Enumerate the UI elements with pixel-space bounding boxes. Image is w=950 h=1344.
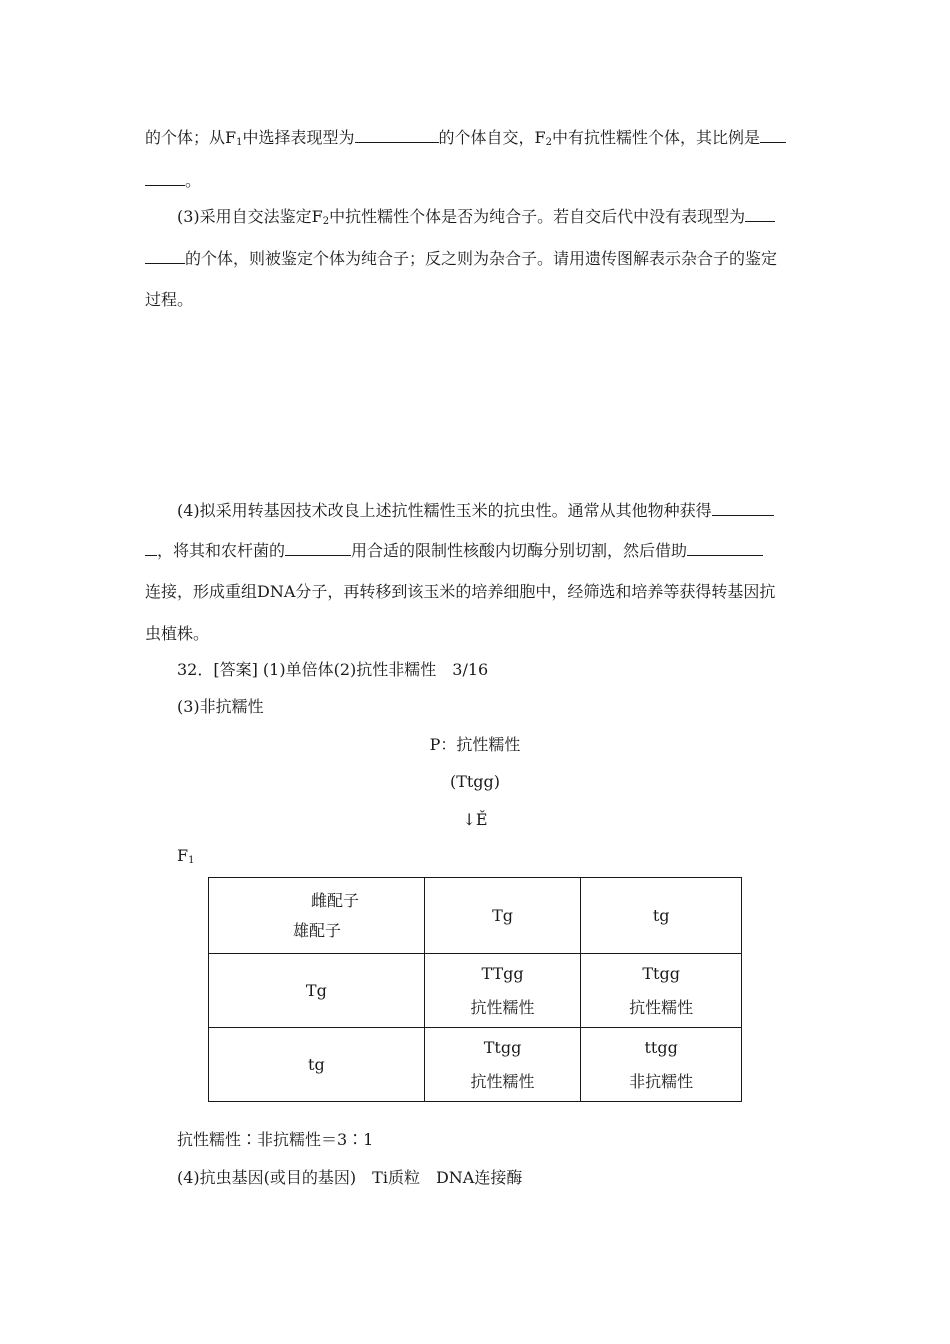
cell-phenotype: 抗性糯性 — [470, 997, 535, 1017]
answer-line-1: 32．[答案] (1)单倍体(2)抗性非糯性 3/16 — [177, 660, 489, 679]
col-header: Tg — [424, 878, 581, 954]
f1-label: $F_1$ — [177, 846, 195, 866]
answer-blank — [687, 540, 763, 556]
selfing-arrow: ↓Ě — [462, 810, 488, 829]
cell-genotype: Ttgg — [483, 1037, 522, 1057]
cell-phenotype: 抗性糯性 — [470, 1071, 535, 1091]
answer-blank — [745, 206, 775, 222]
q4-line-2: ，将其和农杆菌的 用合适的限制性核酸内切酶分别切割，然后借助 — [145, 540, 807, 561]
cell-genotype: Ttgg — [642, 963, 680, 983]
answer-blank — [145, 248, 185, 264]
table-cell — [581, 1028, 742, 1102]
q3-line-2: 的个体，则被鉴定个体为纯合子；反之则为杂合子。请用遗传图解表示杂合子的鉴定 — [145, 248, 807, 269]
cell-phenotype: 非抗糯性 — [629, 1071, 694, 1091]
answer-blank — [145, 540, 157, 556]
row-header: tg — [209, 1028, 425, 1102]
cell-genotype: TTgg — [481, 963, 524, 983]
q4-line-4: 虫植株。 — [145, 624, 210, 643]
q3-line-1: (3)采用自交法鉴定$F_2$中抗性糯性个体是否为纯合子。若自交后代中没有表现型为 — [177, 206, 807, 227]
corner-bottom-label: 雄配子 — [293, 920, 342, 940]
q3-line-3: 过程。 — [145, 290, 194, 309]
q4-answer-line: (4)抗虫基因(或目的基因) Ti质粒 DNA连接酶 — [177, 1168, 523, 1187]
q4-line-3: 连接，形成重组DNA分子，再转移到该玉米的培养细胞中，经筛选和培养等获得转基因抗 — [145, 582, 776, 601]
table-row — [209, 954, 742, 1028]
row-header: Tg — [209, 954, 425, 1028]
table-cell — [424, 1028, 581, 1102]
parent-genotype: (Ttgg) — [449, 772, 501, 791]
table-row — [209, 1028, 742, 1102]
col-header: tg — [581, 878, 742, 954]
cell-genotype: ttgg — [644, 1037, 678, 1057]
answer-blank — [355, 127, 439, 143]
answer-blank — [760, 127, 786, 143]
parent-label: P：抗性糯性 — [429, 735, 521, 754]
punnett-square-table — [208, 877, 742, 1102]
q4-line-1: (4)拟采用转基因技术改良上述抗性糯性玉米的抗虫性。通常从其他物种获得 — [177, 500, 807, 521]
q2-line-2: 。 — [145, 170, 807, 191]
table-cell — [424, 954, 581, 1028]
table-cell — [581, 954, 742, 1028]
answer-blank — [712, 500, 774, 516]
q2-line-1: 的个体；从$F_1$中选择表现型为 的个体自交，$F_2$中有抗性糯性个体，其比例是 — [145, 127, 807, 148]
answer-blank — [285, 540, 351, 556]
cell-phenotype: 抗性糯性 — [629, 997, 694, 1017]
table-header-row — [209, 878, 742, 954]
ratio-line: 抗性糯性∶非抗糯性＝3∶1 — [177, 1130, 374, 1149]
corner-top-label: 雌配子 — [311, 890, 360, 910]
answer-blank — [145, 170, 185, 186]
answer-line-2: (3)非抗糯性 — [177, 697, 264, 716]
corner-cell — [209, 878, 425, 954]
